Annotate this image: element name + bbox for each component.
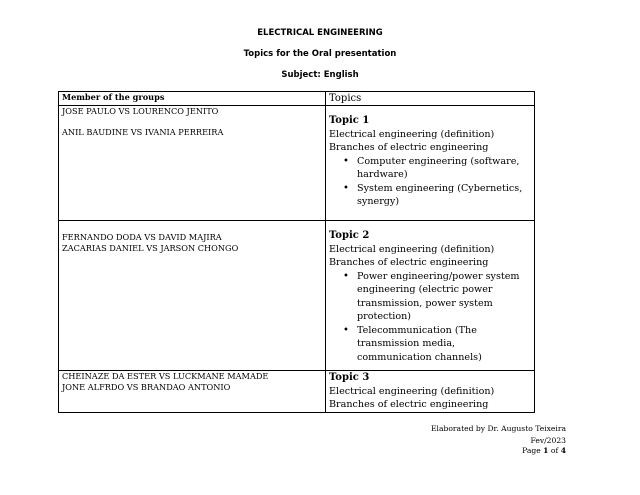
topic-line: Electrical engineering (definition) bbox=[329, 128, 495, 140]
topic-line: Electrical engineering (definition) bbox=[329, 243, 495, 255]
topic-line: Branches of electric engineering bbox=[329, 257, 489, 268]
topic-title: Topic 3 bbox=[329, 372, 370, 383]
branch-list bbox=[329, 155, 531, 209]
topics-table bbox=[58, 91, 535, 413]
topic-cell bbox=[326, 106, 535, 221]
group-pair: ZACARIAS DANIEL VS JARSON CHONGO bbox=[62, 243, 239, 253]
document-subject: Subject: English bbox=[281, 70, 359, 80]
list-item: • System engineering (Cybernetics, synergy) bbox=[357, 182, 531, 209]
document-date: Fev/2023 bbox=[530, 436, 566, 445]
group-pair: JOSE PAULO VS LOURENCO JENITO bbox=[62, 106, 219, 116]
list-item: • Power engineering/power system engineering (electric power transmission, power system protection) bbox=[357, 270, 531, 324]
document-title: ELECTRICAL ENGINEERING bbox=[257, 28, 383, 38]
topic-title: Topic 2 bbox=[329, 230, 370, 241]
list-item: • Computer engineering (software, hardware) bbox=[357, 155, 531, 182]
members-cell bbox=[59, 221, 326, 371]
page-number: Page 1 of 4 bbox=[522, 446, 566, 455]
group-pair: JONE ALFRDO VS BRANDAO ANTONIO bbox=[62, 382, 231, 392]
group-pair: FERNANDO DODA VS DAVID MAJIRA bbox=[62, 232, 222, 242]
topic-cell bbox=[326, 371, 535, 413]
topic-line: Electrical engineering (definition) bbox=[329, 385, 495, 397]
table-row bbox=[59, 106, 535, 221]
topic-title: Topic 1 bbox=[329, 115, 370, 126]
members-cell bbox=[59, 371, 326, 413]
table-row bbox=[59, 371, 535, 413]
members-cell bbox=[59, 106, 326, 221]
group-pair: CHEINAZE DA ESTER VS LUCKMANE MAMADE bbox=[62, 371, 269, 381]
topic-line: Branches of electric engineering bbox=[329, 142, 489, 153]
document-subtitle: Topics for the Oral presentation bbox=[243, 49, 397, 59]
table-row bbox=[59, 221, 535, 371]
list-item: • Telecommunication (The transmission media, communication channels) bbox=[357, 324, 531, 365]
table-header-row bbox=[59, 92, 535, 106]
members-column-header: Member of the groups bbox=[59, 92, 326, 106]
group-pair: ANIL BAUDINE VS IVANIA PERREIRA bbox=[62, 127, 224, 137]
topics-column-header: Topics bbox=[326, 92, 535, 106]
topic-cell bbox=[326, 221, 535, 371]
author-credit: Elaborated by Dr. Augusto Teixeira bbox=[430, 424, 566, 433]
topic-line: Branches of electric engineering bbox=[329, 399, 489, 410]
branch-list bbox=[329, 270, 531, 365]
